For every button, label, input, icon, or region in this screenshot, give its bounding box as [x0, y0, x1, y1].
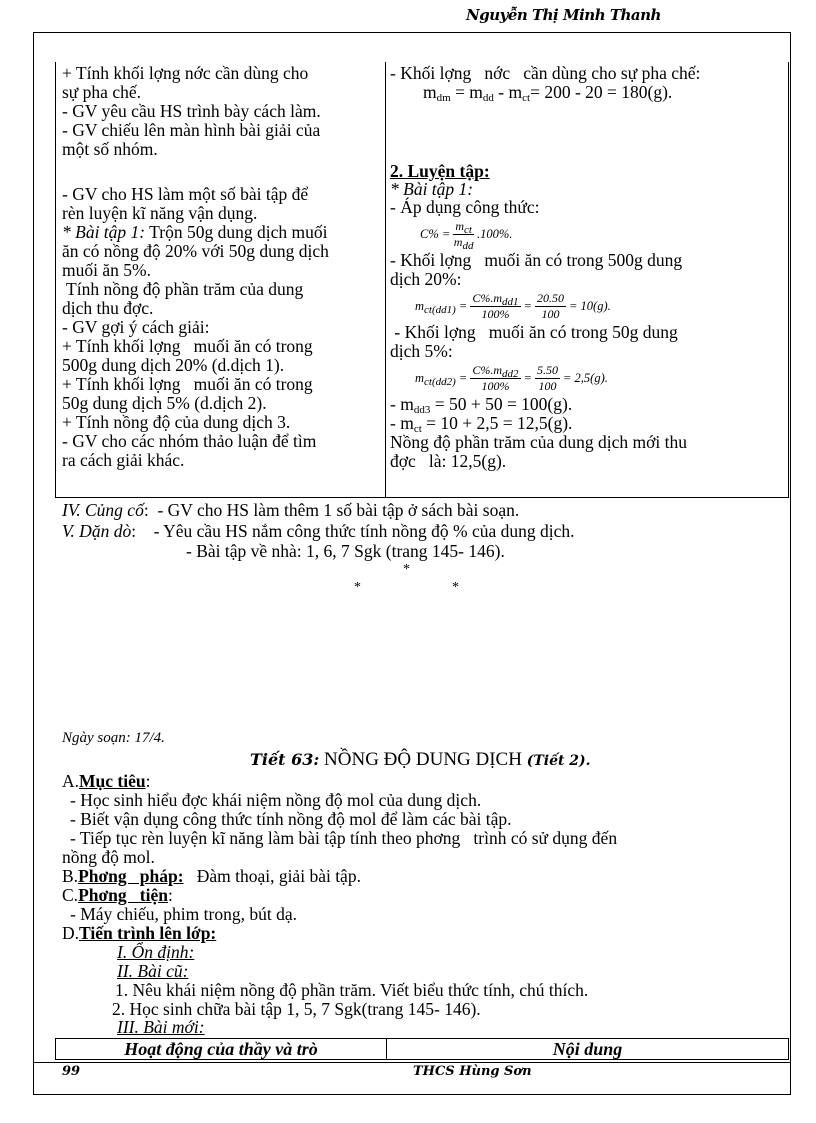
step-review: II. Bài cũ:	[117, 961, 189, 981]
sub: ct(dd2)	[424, 375, 456, 388]
text-line: dịch thu đợc.	[62, 298, 154, 318]
prep-date: Ngày soạn: 17/4.	[62, 730, 165, 746]
text-line: - Khối lợng muối ăn có trong 50g dung	[390, 322, 678, 342]
sub: dd1	[502, 295, 519, 308]
text-line: + Tính khối lợng muối ăn có trong	[62, 374, 313, 394]
text-line: + Tính nồng độ của dung dịch 3.	[62, 412, 291, 432]
objective-item: - Tiếp tục rèn luyện kĩ năng làm bài tập tính theo phơng trình có sử dụng đến	[70, 828, 618, 848]
sym: 100	[538, 378, 557, 393]
text-line: - GV cho các nhóm thảo luận để tìm	[62, 431, 317, 451]
means-text: - Máy chiếu, phim trong, bút dạ.	[70, 904, 297, 924]
sym: A.	[62, 771, 80, 791]
fraction	[535, 363, 560, 394]
review-item: 1. Nêu khái niệm nồng độ phần trăm. Viết biểu thức tính, chú thích.	[115, 980, 589, 1000]
table-border-left	[55, 62, 56, 497]
sym: = 200 - 20 = 180(g).	[530, 82, 673, 102]
sym: C%.m	[472, 362, 503, 377]
objective-item-cont: nồng độ mol.	[62, 847, 155, 867]
review-item: 2. Học sinh chữa bài tập 1, 5, 7 Sgk(trang 145- 146).	[112, 999, 481, 1019]
mdd3-line	[390, 395, 700, 414]
activities-column	[62, 64, 329, 470]
objective-item: - Biết vận dụng công thức tính nồng độ mol để làm các bài tập.	[70, 809, 512, 829]
text-line: - Khối lợng nớc cần dùng cho sự pha chế:	[390, 63, 701, 83]
sym: = 2,5(g).	[562, 370, 608, 385]
table-divider	[385, 62, 386, 497]
author-header: Nguyễn Thị Minh Thanh	[466, 6, 661, 24]
text-line: ăn có nồng độ 20% với 50g dung dịch	[62, 241, 329, 261]
sub: dd2	[502, 367, 519, 380]
sym: 100%	[481, 378, 510, 393]
text-line: 500g dung dịch 20% (d.dịch 1).	[62, 355, 285, 375]
text-line: - Khối lợng muối ăn có trong 500g dung	[390, 250, 683, 270]
sym: m	[455, 218, 464, 233]
text-line: muối ăn 5%.	[62, 260, 151, 280]
consolidation-label: IV. Củng cố	[62, 500, 144, 520]
header-activities: Hoạt động của thầy và trò	[56, 1039, 387, 1059]
text-line: sự pha chế.	[62, 82, 141, 102]
step-new-lesson: III. Bài mới:	[117, 1017, 205, 1037]
fraction	[470, 291, 520, 322]
sym: D.	[62, 923, 80, 943]
lesson-title	[250, 750, 591, 771]
footer-rule	[33, 1062, 791, 1063]
header-content: Nội dung	[552, 1039, 623, 1059]
title-prefix: Tiết 63:	[250, 750, 320, 769]
text-line: Tính nồng độ phần trăm của dung	[62, 279, 304, 299]
table-border-bottom	[55, 497, 789, 498]
water-formula	[390, 83, 700, 102]
text: : - GV cho HS làm thêm 1 số bài tập ở sách bài soạn.	[143, 500, 520, 520]
heading: Tiến trình lên lớp:	[79, 923, 217, 943]
sym: = 50 + 50 = 100(g).	[430, 394, 573, 414]
text-line: - Áp dụng công thức:	[390, 197, 540, 217]
heading: Phơng pháp:	[78, 866, 184, 886]
title-suffix: (Tiết 2).	[526, 753, 591, 769]
exercise-label: * Bài tập 1:	[390, 179, 474, 199]
heading: Mục tiêu	[79, 771, 146, 791]
homework-line-2: - Bài tập về nhà: 1, 6, 7 Sgk (trang 145- 146).	[186, 541, 505, 561]
heading: Phơng tiện	[78, 885, 168, 905]
text-line: - GV chiếu lên màn hình bài giải của	[62, 120, 321, 140]
sym: B.	[62, 866, 79, 886]
means-heading: C.Phơng tiện:	[62, 885, 173, 905]
content-column	[390, 64, 700, 471]
sym: m	[415, 370, 425, 385]
sym: C.	[62, 885, 79, 905]
sym: 100%	[481, 306, 510, 321]
salt2-formula: $m_{ct(dd2)}$ = $\frac{C\%.m_{dd2}}{100\%}$ = $\frac{5.50}{100}$ = 2,5(g).	[415, 362, 608, 393]
page-number: 99	[62, 1064, 81, 1079]
text: Đàm thoại, giải bài tập.	[196, 866, 361, 886]
sym: 5.50	[536, 362, 558, 377]
sym: = 10 + 2,5 = 12,5(g).	[421, 413, 573, 433]
objective-item: - Học sinh hiểu đợc khái niệm nồng độ mol của dung dịch.	[70, 790, 482, 810]
sub: dd	[462, 239, 474, 252]
text-line: + Tính khối lợng muối ăn có trong	[62, 336, 313, 356]
sym: - m	[493, 82, 523, 102]
homework-line	[62, 521, 575, 541]
sym: C% =	[420, 226, 451, 241]
text: Trộn 50g dung dịch muối	[145, 222, 328, 242]
text-line: dịch 20%:	[390, 269, 462, 289]
exercise-line	[62, 223, 329, 242]
separator-star: *	[354, 580, 361, 595]
text-line: rèn luyện kĩ năng vận dụng.	[62, 203, 258, 223]
text-line: dịch 5%:	[390, 341, 453, 361]
text-line: 50g dung dịch 5% (d.dịch 2).	[62, 393, 267, 413]
process-heading	[62, 924, 617, 943]
sub: ct	[463, 223, 472, 236]
separator-star: *	[452, 580, 459, 595]
sym: m	[423, 82, 437, 102]
school-name: THCS Hùng Sơn	[413, 1064, 532, 1079]
sym: m	[453, 234, 463, 249]
activity-table-header	[55, 1038, 789, 1060]
sub: ct	[522, 92, 531, 104]
section-heading: 2. Luyện tập:	[390, 161, 490, 181]
sym: .100%.	[476, 226, 513, 241]
sub: dd3	[413, 404, 431, 416]
method-line	[62, 867, 617, 886]
text-line: - GV yêu cầu HS trình bày cách làm.	[62, 101, 321, 121]
fraction	[453, 219, 474, 250]
text-line: - GV gợi ý cách giải:	[62, 317, 210, 337]
text: : - Yêu cầu HS nắm công thức tính nồng độ % của dung dịch.	[131, 521, 575, 541]
text-line: + Tính khối lợng nớc cần dùng cho	[62, 63, 309, 83]
text-line: đợc là: 12,5(g).	[390, 451, 507, 471]
sub: dd	[482, 92, 494, 104]
text-line: một số nhóm.	[62, 139, 158, 159]
sym: - m	[390, 413, 414, 433]
lesson-body	[62, 772, 617, 1036]
sym: C%.m	[472, 290, 503, 305]
text-line: ra cách giải khác.	[62, 450, 185, 470]
mct-line	[390, 414, 700, 433]
separator-star: *	[403, 562, 410, 577]
sym: 20.50	[536, 290, 564, 305]
salt1-formula: $m_{ct(dd1)}$ = $\frac{C\%.m_{dd1}}{100\%}$ = $\frac{20.50}{100}$ = 10(g).	[415, 290, 611, 321]
sub: dm	[436, 92, 451, 104]
fraction	[470, 363, 520, 394]
table-border-right	[788, 62, 789, 497]
text-line: - GV cho HS làm một số bài tập để	[62, 184, 309, 204]
fraction	[535, 291, 566, 322]
sym: = 10(g).	[568, 298, 611, 313]
homework-label: V. Dặn dò	[62, 521, 132, 541]
percent-formula	[390, 217, 700, 251]
sym: m	[415, 298, 425, 313]
step-stabilize: I. Ổn định:	[117, 942, 195, 962]
consolidation-line	[62, 500, 519, 520]
exercise-label: * Bài tập 1:	[62, 222, 146, 242]
sub: ct	[413, 423, 422, 435]
objectives-heading: A.Mục tiêu:	[62, 771, 151, 791]
sym: 100	[541, 306, 560, 321]
text-line: Nồng độ phần trăm của dung dịch mới thu	[390, 432, 687, 452]
sub: ct(dd1)	[424, 303, 456, 316]
sym: = m	[450, 82, 483, 102]
title-text: NỒNG ĐỘ DUNG DỊCH	[324, 749, 522, 770]
sym: - m	[390, 394, 414, 414]
